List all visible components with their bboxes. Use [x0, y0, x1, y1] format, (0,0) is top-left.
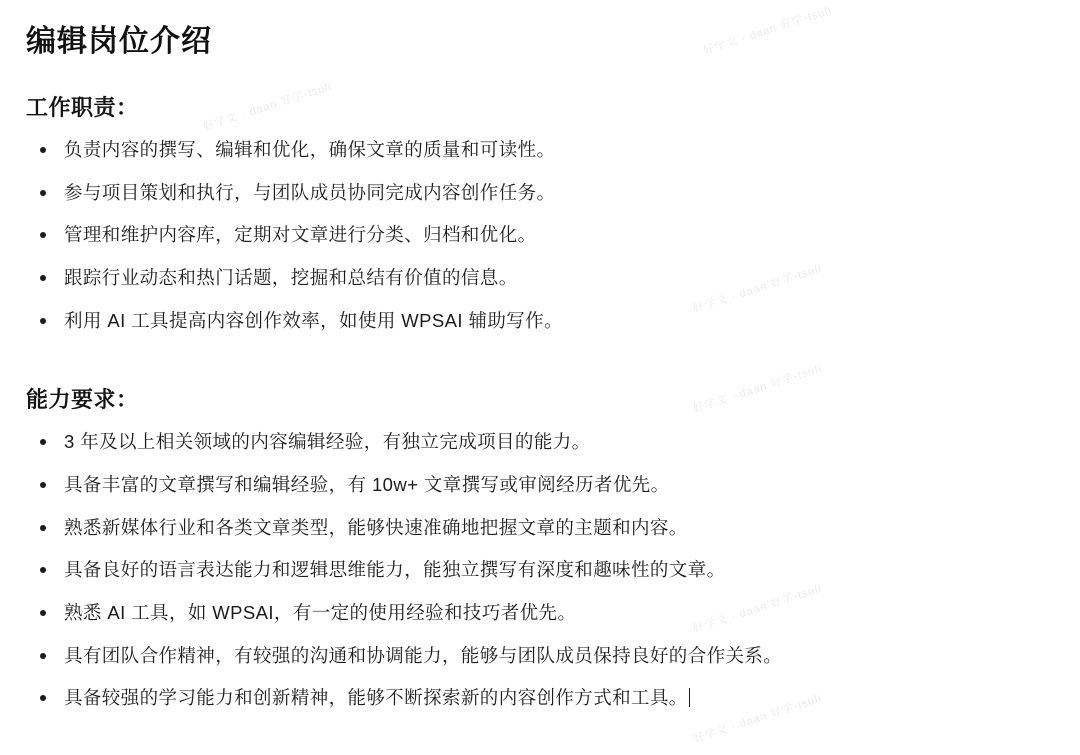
watermark: 好学文 · daan 好学-tsuli [691, 692, 824, 746]
list-item-text: 具备较强的学习能力和创新精神，能够不断探索新的内容创作方式和工具。 [64, 687, 688, 709]
page-title: 编辑岗位介绍 [26, 25, 212, 58]
watermark: 好学文 · daan 好学-tsuli [691, 582, 824, 636]
list-item: 熟悉 AI 工具，如 WPSAI，有一定的使用经验和技巧者优先。 [24, 599, 1040, 628]
section-heading-responsibilities: 工作职责： [26, 95, 139, 120]
section-divider-spacer [24, 349, 1040, 383]
list-item: 具备丰富的文章撰写和编辑经验，有 10w+ 文章撰写或审阅经历者优先。 [24, 471, 1040, 500]
list-item: 参与项目策划和执行，与团队成员协同完成内容创作任务。 [24, 179, 1040, 208]
text-cursor [689, 688, 690, 707]
list-item-with-caret [24, 684, 1040, 713]
requirements-list [24, 428, 1040, 713]
section-responsibilities [24, 91, 1040, 335]
section-heading-requirements: 能力要求： [26, 387, 139, 413]
list-item: 熟悉新媒体行业和各类文章类型，能够快速准确地把握文章的主题和内容。 [24, 514, 1040, 543]
list-item: 利用 AI 工具提高内容创作效率，如使用 WPSAI 辅助写作。 [24, 307, 1040, 336]
list-item: 具备良好的语言表达能力和逻辑思维能力，能独立撰写有深度和趣味性的文章。 [24, 556, 1040, 585]
list-item: 具有团队合作精神，有较强的沟通和协调能力，能够与团队成员保持良好的合作关系。 [24, 642, 1040, 671]
section-requirements [24, 383, 1040, 713]
list-item: 3 年及以上相关领域的内容编辑经验，有独立完成项目的能力。 [24, 428, 1040, 457]
watermark: 好学文 · daan 好学-tsuli [201, 80, 334, 134]
list-item: 跟踪行业动态和热门话题，挖掘和总结有价值的信息。 [24, 264, 1040, 293]
list-item: 负责内容的撰写、编辑和优化，确保文章的质量和可读性。 [24, 136, 1040, 165]
watermark: 好学文 · daan 好学-tsuli [701, 4, 834, 58]
watermark: 好学文 · daan 好学-tsuli [691, 362, 824, 416]
responsibilities-list [24, 136, 1040, 335]
list-item: 管理和维护内容库，定期对文章进行分类、归档和优化。 [24, 221, 1040, 250]
watermark: 好学文 · daan 好学-tsuli [691, 262, 824, 316]
